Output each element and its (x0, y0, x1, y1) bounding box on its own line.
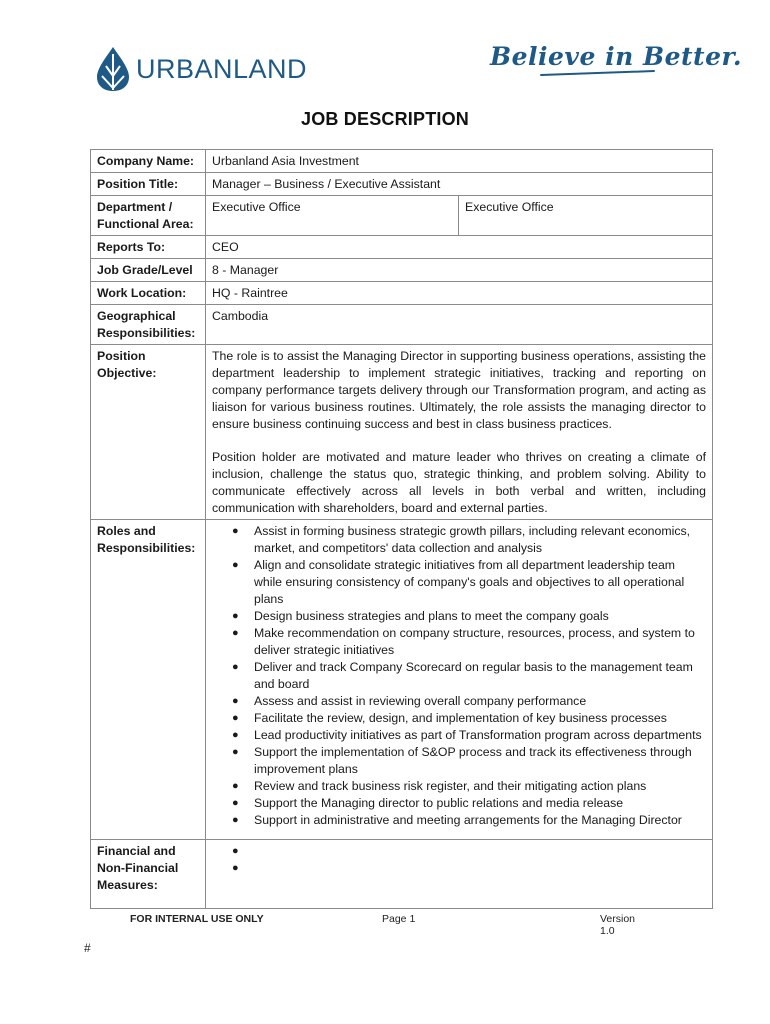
list-item (232, 860, 706, 877)
bullet-dot-icon: ● (232, 525, 239, 537)
bullet-dot-icon: ● (232, 627, 239, 639)
page-title: JOB DESCRIPTION (300, 109, 470, 129)
value-functional-area: Executive Office (459, 196, 713, 236)
bullet-dot-icon: ● (232, 729, 239, 741)
value-position-title: Manager – Business / Executive Assistant (206, 173, 713, 196)
bullet-dot-icon: ● (232, 845, 239, 857)
footer-version: Version 1.0 (600, 913, 636, 937)
row-department (91, 196, 713, 236)
bullet-dot-icon: ● (232, 746, 239, 758)
row-job-grade (91, 259, 713, 282)
list-item: ● Support in administrative and meeting arrangements for the Managing Director (232, 813, 682, 827)
list-item: ● Assist in forming business strategic growth pillars, including relevant economics, market, and competitors' data collection and analysis (232, 524, 691, 555)
list-item: ● Support the implementation of S&OP process and track its effectiveness through improvement plans (232, 745, 692, 776)
objective-paragraph-2: Position holder are motivated and mature leader who thrives on creating a climate of inclusion, challenge the status quo, strategic thinking, and problem solving. Ability to communicate effectively across all levels in both verbal and written, including communication with shareholders, board and external parties. (212, 450, 706, 515)
footer-page-number: Page 1 (382, 913, 416, 925)
list-item: ● Support the Managing director to public relations and media release (232, 796, 624, 810)
label-financial: Financial and Non-Financial Measures: (91, 840, 206, 909)
bullet-dot-icon: ● (232, 797, 239, 809)
bullet-dot-icon: ● (232, 814, 239, 826)
bullet-dot-icon: ● (232, 610, 239, 622)
row-work-location (91, 282, 713, 305)
bullet-dot-icon: ● (232, 780, 239, 792)
row-company-name (91, 150, 713, 173)
label-reports-to: Reports To: (91, 236, 206, 259)
page-mark: # (84, 941, 91, 955)
label-position-objective: Position Objective: (91, 345, 206, 520)
value-roles (206, 520, 713, 840)
job-description-table (90, 149, 713, 909)
page-header (0, 0, 770, 110)
value-work-location: HQ - Raintree (206, 282, 713, 305)
list-item: ● Design business strategies and plans to meet the company goals (232, 609, 609, 623)
row-reports-to (91, 236, 713, 259)
list-item: ● Deliver and track Company Scorecard on regular basis to the management team and board (232, 660, 693, 691)
list-item: ● Make recommendation on company structure, resources, process, and system to deliver strategic initiatives (232, 626, 695, 657)
label-company-name: Company Name: (91, 150, 206, 173)
tagline: Believe in Better. (490, 42, 743, 71)
label-roles: Roles and Responsibilities: (91, 520, 206, 840)
label-job-grade: Job Grade/Level (91, 259, 206, 282)
bullet-dot-icon: ● (232, 862, 239, 874)
row-geographical (91, 305, 713, 345)
label-department: Department / Functional Area: (91, 196, 206, 236)
bullet-dot-icon: ● (232, 661, 239, 673)
value-reports-to: CEO (206, 236, 713, 259)
value-geographical: Cambodia (206, 305, 713, 345)
label-position-title: Position Title: (91, 173, 206, 196)
bullet-dot-icon: ● (232, 559, 239, 571)
footer-classification: FOR INTERNAL USE ONLY (130, 913, 264, 925)
value-job-grade: 8 - Manager (206, 259, 713, 282)
label-geographical: Geographical Responsibilities: (91, 305, 206, 345)
value-position-objective (206, 345, 713, 520)
value-financial (206, 840, 713, 909)
list-item (232, 843, 706, 860)
urbanland-logo (94, 46, 307, 92)
row-position-objective (91, 345, 713, 520)
roles-list (212, 523, 706, 829)
label-work-location: Work Location: (91, 282, 206, 305)
list-item: ● Facilitate the review, design, and implementation of key business processes (232, 711, 667, 725)
row-position-title (91, 173, 713, 196)
value-department: Executive Office (206, 196, 459, 236)
list-item: ● Review and track business risk register, and their mitigating action plans (232, 779, 647, 793)
objective-paragraph-1: The role is to assist the Managing Director in supporting business operations, assisting the department leadership to implement strategic initiatives, tracking and reporting on company performance targets delivery through our Transformation program, and acting as liaison for various business routines. Ultimately, the role assists the managing director to ensure business continuing success and best in class business practices. (212, 349, 706, 431)
financial-list (212, 843, 706, 877)
bullet-dot-icon: ● (232, 712, 239, 724)
value-company-name: Urbanland Asia Investment (206, 150, 713, 173)
list-item: ● Align and consolidate strategic initiatives from all department leadership team while ensuring consistency of company's goals and objectives to all operational plans (232, 558, 685, 606)
row-roles (91, 520, 713, 840)
bullet-dot-icon: ● (232, 695, 239, 707)
row-financial (91, 840, 713, 909)
logo-text: URBANLAND (136, 53, 308, 84)
water-drop-logo-icon (94, 46, 132, 92)
list-item: ● Lead productivity initiatives as part of Transformation program across departments (232, 728, 702, 742)
list-item: ● Assess and assist in reviewing overall company performance (232, 694, 587, 708)
